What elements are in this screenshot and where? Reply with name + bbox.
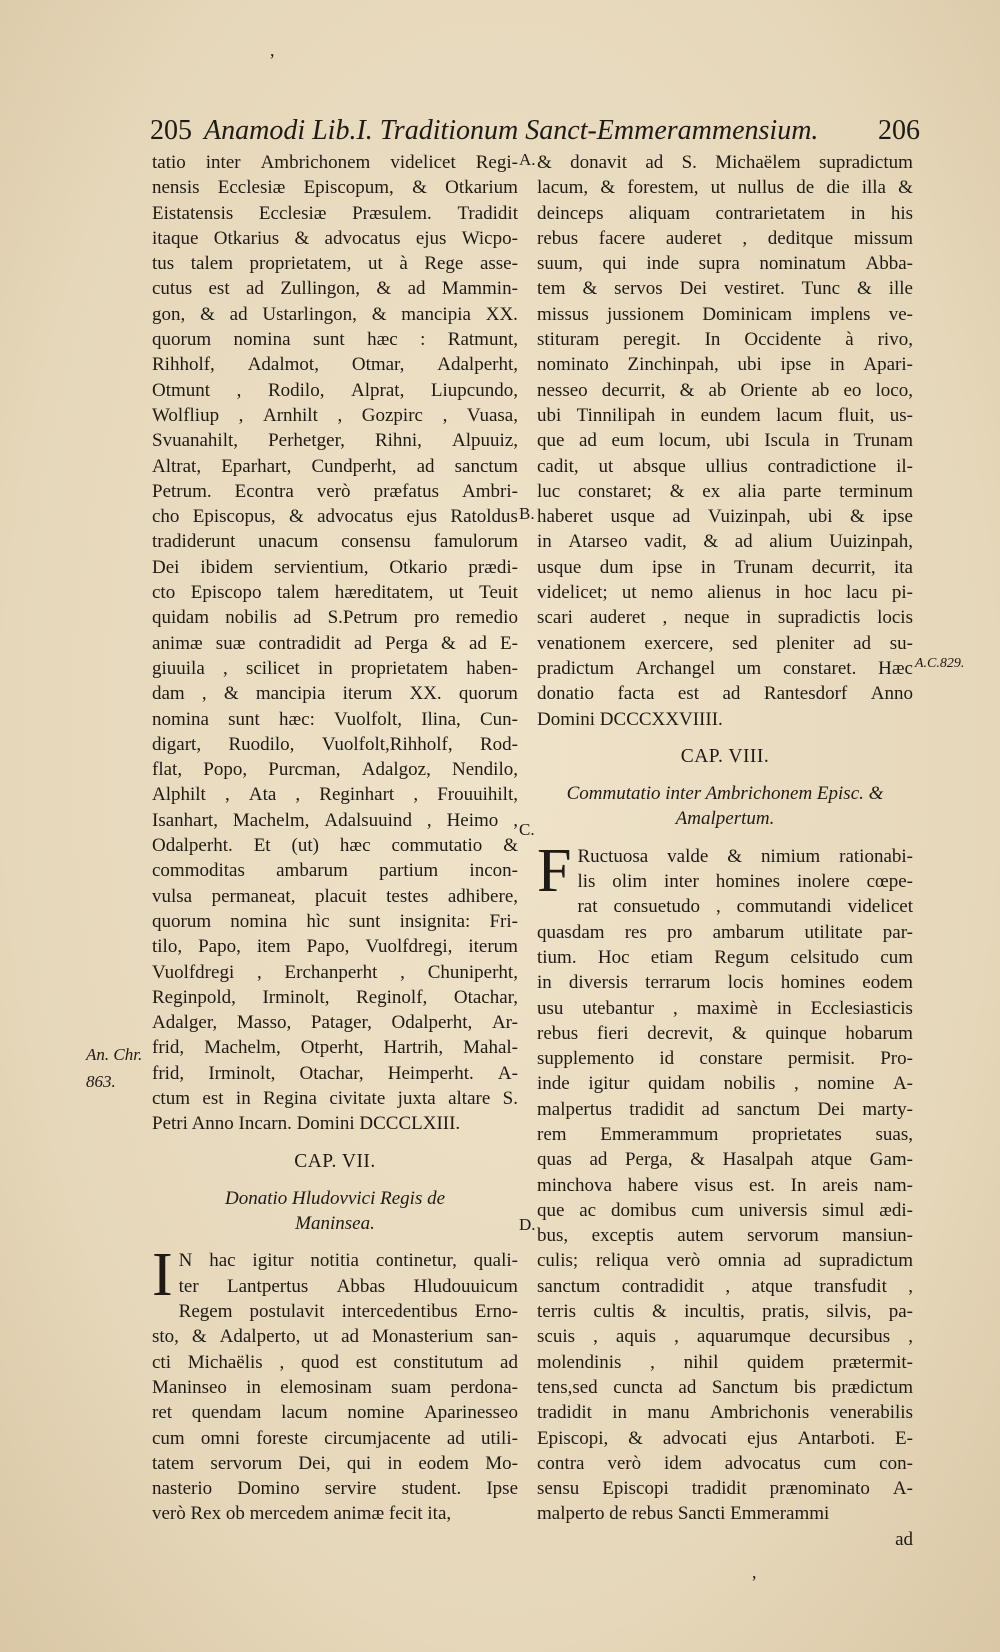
text-line: Rihholf, Adalmot, Otmar, Adalperht, bbox=[152, 354, 518, 376]
text-line: venationem exercere, sed pleniter ad su- bbox=[537, 632, 913, 654]
text-line: tradidit in manu Ambrichonis venerabilis bbox=[537, 1402, 913, 1424]
text-line: sanctum contradidit , atque transfudit , bbox=[537, 1275, 913, 1297]
text-line: verò Rex ob mercedem animæ fecit ita, bbox=[152, 1503, 452, 1525]
text-line: quidam nobilis ad S.Petrum pro remedio bbox=[152, 607, 518, 629]
text-line: Eistatensis Ecclesiæ Præsulem. Tradidit bbox=[152, 202, 518, 224]
left-column bbox=[152, 150, 518, 1527]
text-line: tium. Hoc etiam Regum celsitudo cum bbox=[537, 946, 913, 968]
text-line: ctum est in Regina civitate juxta altare S. bbox=[152, 1087, 518, 1109]
stray-mark: , bbox=[270, 40, 275, 60]
text-line: rebus facere auderet , deditque missum bbox=[537, 227, 913, 249]
text-line: vulsa permaneat, placuit testes adhibere, bbox=[152, 885, 518, 907]
margin-year-right: A.C.829. bbox=[915, 656, 965, 671]
text-line: Domini DCCCXXVIIII. bbox=[537, 708, 723, 730]
right-column bbox=[537, 150, 913, 1552]
text-line: quorum nomina hìc sunt insignita: Fri- bbox=[152, 910, 518, 932]
text-line: nensis Ecclesiæ Episcopum, & Otkarium bbox=[152, 177, 518, 199]
text-line: rat consuetudo , commutandi videlicet bbox=[577, 896, 913, 918]
text-line: sensu Episcopi tradidit prænominato A- bbox=[537, 1478, 913, 1500]
text-line: Otmunt , Rodilo, Alprat, Liupcundo, bbox=[152, 379, 518, 401]
chapter-subtitle-viii-line1: Commutatio inter Ambrichonem Episc. & bbox=[566, 783, 884, 805]
text-line: supplemento id constare permisit. Pro- bbox=[537, 1048, 913, 1070]
left-section-vii bbox=[152, 1241, 518, 1526]
text-line: cutus est ad Zullingon, & ad Mammin- bbox=[152, 278, 518, 300]
running-header bbox=[150, 110, 920, 152]
stray-mark-bottom: , bbox=[752, 1562, 757, 1582]
text-line: Wolfliup , Arnhilt , Gozpirc , Vuasa, bbox=[152, 404, 518, 426]
drop-cap-f: F bbox=[537, 836, 572, 905]
text-line: stituram peregit. In Occidente à rivo, bbox=[537, 329, 913, 351]
chapter-heading-vii: CAP. VII. bbox=[294, 1150, 376, 1172]
text-line: usu utebantur , maximè in Ecclesiasticis bbox=[537, 997, 913, 1019]
text-line: tilo, Papo, item Papo, Vuolfdregi, iterum bbox=[152, 936, 518, 958]
text-line: Odalperht. Et (ut) hæc commutatio & bbox=[152, 835, 518, 857]
text-line: scuis , aquis , aquarumque decursibus , bbox=[537, 1326, 913, 1348]
text-line: rebus fieri decrevit, & quinque hobarum bbox=[537, 1022, 913, 1044]
text-line: Isanhart, Machelm, Adalsuuind , Heimo , bbox=[152, 809, 518, 831]
text-line: bus, exceptis autem servorum mansiun- bbox=[537, 1225, 913, 1247]
text-line: molendinis , nihil quidem prætermit- bbox=[537, 1351, 913, 1373]
text-line: videlicet; ut nemo alienus in hoc lacu pi- bbox=[537, 582, 913, 604]
text-line: donatio facta est ad Rantesdorf Anno bbox=[537, 683, 913, 705]
margin-letter-d: D. bbox=[519, 1215, 536, 1234]
right-body-text-2 bbox=[537, 836, 913, 1527]
text-line: missus jussionem Dominicam implens ve- bbox=[537, 303, 913, 325]
text-line: sto, & Adalperto, ut ad Monasterium san- bbox=[152, 1326, 518, 1348]
text-line: Dei ibidem servientium, Otkario prædi- bbox=[152, 556, 518, 578]
text-line: luc constaret; & ex alia parte terminum bbox=[537, 480, 913, 502]
text-line: frid, Machelm, Otperht, Hartrih, Mahal- bbox=[152, 1037, 518, 1059]
text-line: lis olim inter homines inolere cœpe- bbox=[577, 871, 913, 893]
text-line: Svuanahilt, Perhetger, Rihni, Alpuuiz, bbox=[152, 430, 518, 452]
text-line: tens,sed cuncta ad Sanctum bis prædictum bbox=[537, 1376, 913, 1398]
text-line: Adalger, Masso, Patager, Odalperht, Ar- bbox=[152, 1012, 518, 1034]
left-body-text-2 bbox=[152, 1241, 518, 1526]
drop-cap-i: I bbox=[152, 1241, 173, 1310]
text-line: Petrum. Econtra verò præfatus Ambri- bbox=[152, 480, 518, 502]
text-line: tatio inter Ambrichonem videlicet Regi- bbox=[152, 152, 518, 173]
text-line: Reginpold, Irminolt, Reginolf, Otachar, bbox=[152, 986, 518, 1008]
text-line: culis; reliqua verò omnia ad supradictum bbox=[537, 1250, 913, 1272]
text-line: nesseo decurrit, & ab Oriente ab eo loco, bbox=[537, 379, 913, 401]
text-line: cti Michaëlis , quod est constitutum ad bbox=[152, 1351, 518, 1373]
margin-year-value: 863. bbox=[86, 1072, 116, 1091]
text-line: flat, Popo, Purcman, Adalgoz, Nendilo, bbox=[152, 759, 518, 781]
page-number-left: 205 bbox=[150, 115, 192, 146]
chapter-subtitle-vii-line2: Maninsea. bbox=[295, 1213, 375, 1235]
text-line: usque dum ipse in Trunam decurrit, ita bbox=[537, 556, 913, 578]
text-line: lacum, & forestem, ut nullus de die illa & bbox=[537, 177, 913, 199]
text-line: commoditas ambarum partium incon- bbox=[152, 860, 518, 882]
margin-year-label: An. Chr. bbox=[86, 1045, 143, 1064]
text-line: cadit, ut absque ullius contradictione il- bbox=[537, 455, 913, 477]
catchword: ad bbox=[895, 1528, 913, 1550]
text-line: tradiderunt unacum consensu famulorum bbox=[152, 531, 518, 553]
text-line: Vuolfdregi , Erchanperht , Chuniperht, bbox=[152, 961, 518, 983]
text-line: Episcopi, & advocati ejus Antarboti. E- bbox=[537, 1427, 913, 1449]
text-line: malperto de rebus Sancti Emmerammi bbox=[537, 1503, 830, 1525]
text-line: gon, & ad Ustarlingon, & mancipia XX. bbox=[152, 303, 518, 325]
text-line: dam , & mancipia iterum XX. quorum bbox=[152, 683, 518, 705]
text-line: quorum nomina sunt hæc : Ratmunt, bbox=[152, 329, 518, 351]
page-number-right: 206 bbox=[878, 115, 920, 146]
right-section-viii bbox=[537, 836, 913, 1527]
text-line: Ructuosa valde & nimium rationabi- bbox=[577, 845, 913, 867]
text-line: Altrat, Eparhart, Cundperht, ad sanctum bbox=[152, 455, 518, 477]
chapter-subtitle-viii-line2: Amalpertum. bbox=[675, 808, 775, 830]
text-line: Maninseo in elemosinam suam perdona- bbox=[152, 1376, 518, 1398]
text-line: cho Episcopus, & advocatus ejus Ratoldus bbox=[152, 506, 518, 528]
text-line: ter Lantpertus Abbas Hludouuicum bbox=[178, 1275, 518, 1297]
text-line: inde igitur quidam nobilis , nomine A- bbox=[537, 1073, 913, 1095]
text-line: in Atarseo vadit, & ad alium Uuizinpah, bbox=[537, 531, 913, 553]
margin-letter-b: B. bbox=[519, 504, 535, 523]
text-line: nominato Zinchinpah, ubi ipse in Apari- bbox=[537, 354, 913, 376]
text-line: animæ suæ contradidit ad Perga & ad E- bbox=[152, 632, 518, 654]
text-line: N hac igitur notitia continetur, quali- bbox=[178, 1250, 518, 1272]
margin-letter-a: A. bbox=[519, 150, 536, 169]
text-line: pradictum Archangel um constaret. Hæc bbox=[537, 657, 913, 679]
text-line: digart, Ruodilo, Vuolfolt,Rihholf, Rod- bbox=[152, 733, 518, 755]
text-line: malpertus tradidit ad sanctum Dei marty- bbox=[537, 1098, 913, 1120]
text-line: cum omni foreste circumjacente ad utili- bbox=[152, 1427, 518, 1449]
text-line: Petri Anno Incarn. Domini DCCCLXIII. bbox=[152, 1113, 461, 1135]
text-line: nomina sunt hæc: Vuolfolt, Ilina, Cun- bbox=[152, 708, 518, 730]
chapter-heading-viii: CAP. VIII. bbox=[680, 745, 770, 767]
chapter-subtitle-vii-line1: Donatio Hludovvici Regis de bbox=[224, 1187, 446, 1209]
running-title: Anamodi Lib.I. Traditionum Sanct-Emmerammensium. bbox=[204, 115, 819, 146]
text-line: Alphilt , Ata , Reginhart , Frouuihilt, bbox=[152, 784, 518, 806]
margin-letter-c: C. bbox=[519, 820, 535, 839]
text-line: tatem servorum Dei, qui in eodem Mo- bbox=[152, 1452, 518, 1474]
text-line: rem Emmerammum proprietates suas, bbox=[537, 1123, 913, 1145]
text-line: contra verò idem advocatus cum con- bbox=[537, 1452, 913, 1474]
text-line: cto Episcopo talem hæreditatem, ut Teuit bbox=[152, 582, 518, 604]
text-line: quas ad Perga, & Hasalpah atque Gam- bbox=[537, 1149, 913, 1171]
text-line: ubi Tinnilipah in eundem lacum fluit, us- bbox=[537, 404, 913, 426]
text-line: haberet usque ad Vuizinpah, ubi & ipse bbox=[537, 506, 913, 528]
right-body-text bbox=[537, 150, 913, 732]
text-line: frid, Irminolt, Otachar, Heimperht. A- bbox=[152, 1062, 518, 1084]
text-line: Regem postulavit intercedentibus Erno- bbox=[178, 1301, 518, 1323]
left-body-text bbox=[152, 150, 518, 1137]
text-line: scari auderet , neque in supradictis locis bbox=[537, 607, 913, 629]
text-line: que ad eum locum, ubi Iscula in Trunam bbox=[537, 430, 913, 452]
text-line: itaque Otkarius & advocatus ejus Wicpo- bbox=[152, 227, 518, 249]
text-line: suum, qui inde supra nominatum Abba- bbox=[537, 253, 913, 275]
text-line: ret quendam lacum nomine Aparinesseo bbox=[152, 1402, 518, 1424]
text-line: tem & servos Dei vestiret. Tunc & ille bbox=[537, 278, 913, 300]
text-line: giuuila , scilicet in proprietatem haben- bbox=[152, 657, 518, 679]
text-line: nasterio Domino servire student. Ipse bbox=[152, 1478, 518, 1500]
text-line: terris cultis & incultis, pratis, silvis, pa- bbox=[537, 1301, 913, 1323]
text-line: & donavit ad S. Michaëlem supradictum bbox=[537, 152, 913, 173]
text-line: minchova habere visus est. In areis nam- bbox=[537, 1174, 913, 1196]
text-line: deinceps aliquam contrarietatem in his bbox=[537, 202, 913, 224]
text-line: tus talem proprietatem, ut à Rege asse- bbox=[152, 253, 518, 275]
text-line: que ac domibus cum universis simul ædi- bbox=[537, 1199, 913, 1221]
text-line: quasdam res pro ambarum utilitate par- bbox=[537, 921, 913, 943]
text-line: in diversis terrarum locis homines eodem bbox=[537, 972, 913, 994]
